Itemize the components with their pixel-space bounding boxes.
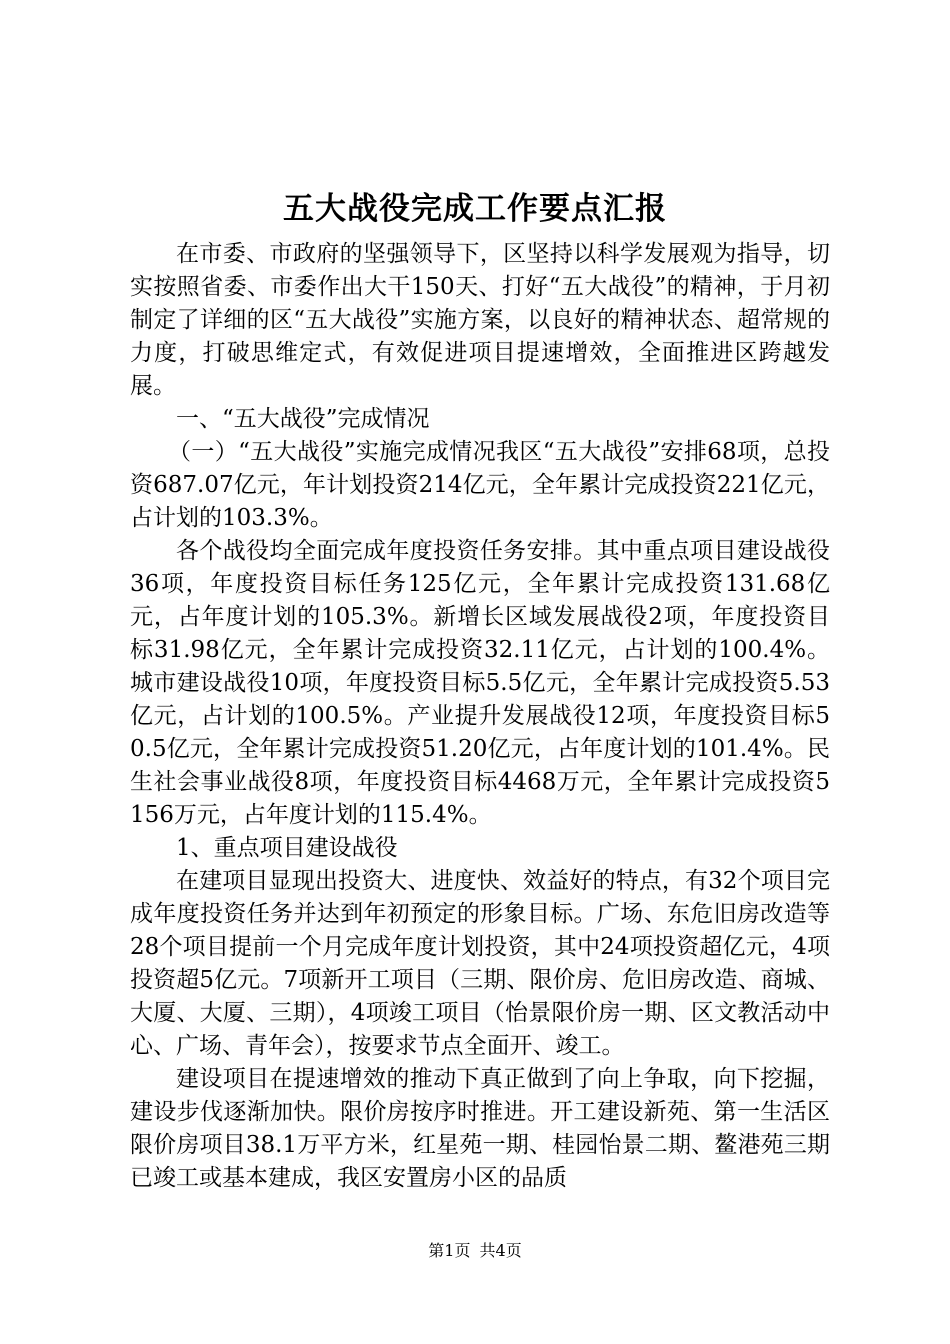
section-heading-key-projects: 1、重点项目建设战役 [176, 835, 398, 861]
paragraph-subsection-1: （一）“五大战役”实施完成情况我区“五大战役”安排68项，总投资687.07亿元，年计划投资214亿元，全年累计完成投资221亿元，占计划的103.3%。 [130, 439, 830, 531]
paragraph-intro: 在市委、市政府的坚强领导下，区坚持以科学发展观为指导，切实按照省委、市委作出大干150天、打好“五大战役”的精神，于月初制定了详细的区“五大战役”实施方案，以良好的精神状态、超常规的力度，打破思维定式，有效促进项目提速增效，全面推进区跨越发展。 [130, 241, 830, 399]
page-number: 第1页 [428, 1241, 471, 1260]
paragraph-construction: 建设项目在提速增效的推动下真正做到了向上争取，向下挖掘，建设步伐逐渐加快。限价房按序时推进。开工建设新苑、第一生活区限价房项目38.1万平方米，红星苑一期、桂园怡景二期、鳌港苑三期已竣工或基本建成，我区安置房小区的品质 [130, 1066, 830, 1191]
section-heading-1: 一、“五大战役”完成情况 [176, 406, 430, 432]
document-body [130, 238, 830, 1195]
paragraph-projects: 在建项目显现出投资大、进度快、效益好的特点，有32个项目完成年度投资任务并达到年初预定的形象目标。广场、东危旧房改造等28个项目提前一个月完成年度计划投资，其中24项投资超亿元，4项投资超5亿元。7项新开工项目（三期、限价房、危旧房改造、商城、大厦、大厦、三期），4项竣工项目（怡景限价房一期、区文教活动中心、广场、青年会），按要求节点全面开、竣工。 [130, 868, 830, 1059]
paragraph-battles-summary: 各个战役均全面完成年度投资任务安排。其中重点项目建设战役36项，年度投资目标任务125亿元，全年累计完成投资131.68亿元，占年度计划的105.3%。新增长区域发展战役2项，年度投资目标31.98亿元，全年累计完成投资32.11亿元，占计划的100.4%。城市建设战役10项，年度投资目标5.5亿元，全年累计完成投资5.53亿元，占计划的100.5%。产业提升发展战役12项，年度投资目标50.5亿元，全年累计完成投资51.20亿元，占年度计划的101.4%。民生社会事业战役8项，年度投资目标4468万元，全年累计完成投资5156万元，占年度计划的115.4%。 [130, 538, 830, 828]
page-footer [0, 1240, 950, 1262]
document-title: 五大战役完成工作要点汇报 [283, 191, 667, 227]
page-total: 共4页 [479, 1241, 522, 1260]
